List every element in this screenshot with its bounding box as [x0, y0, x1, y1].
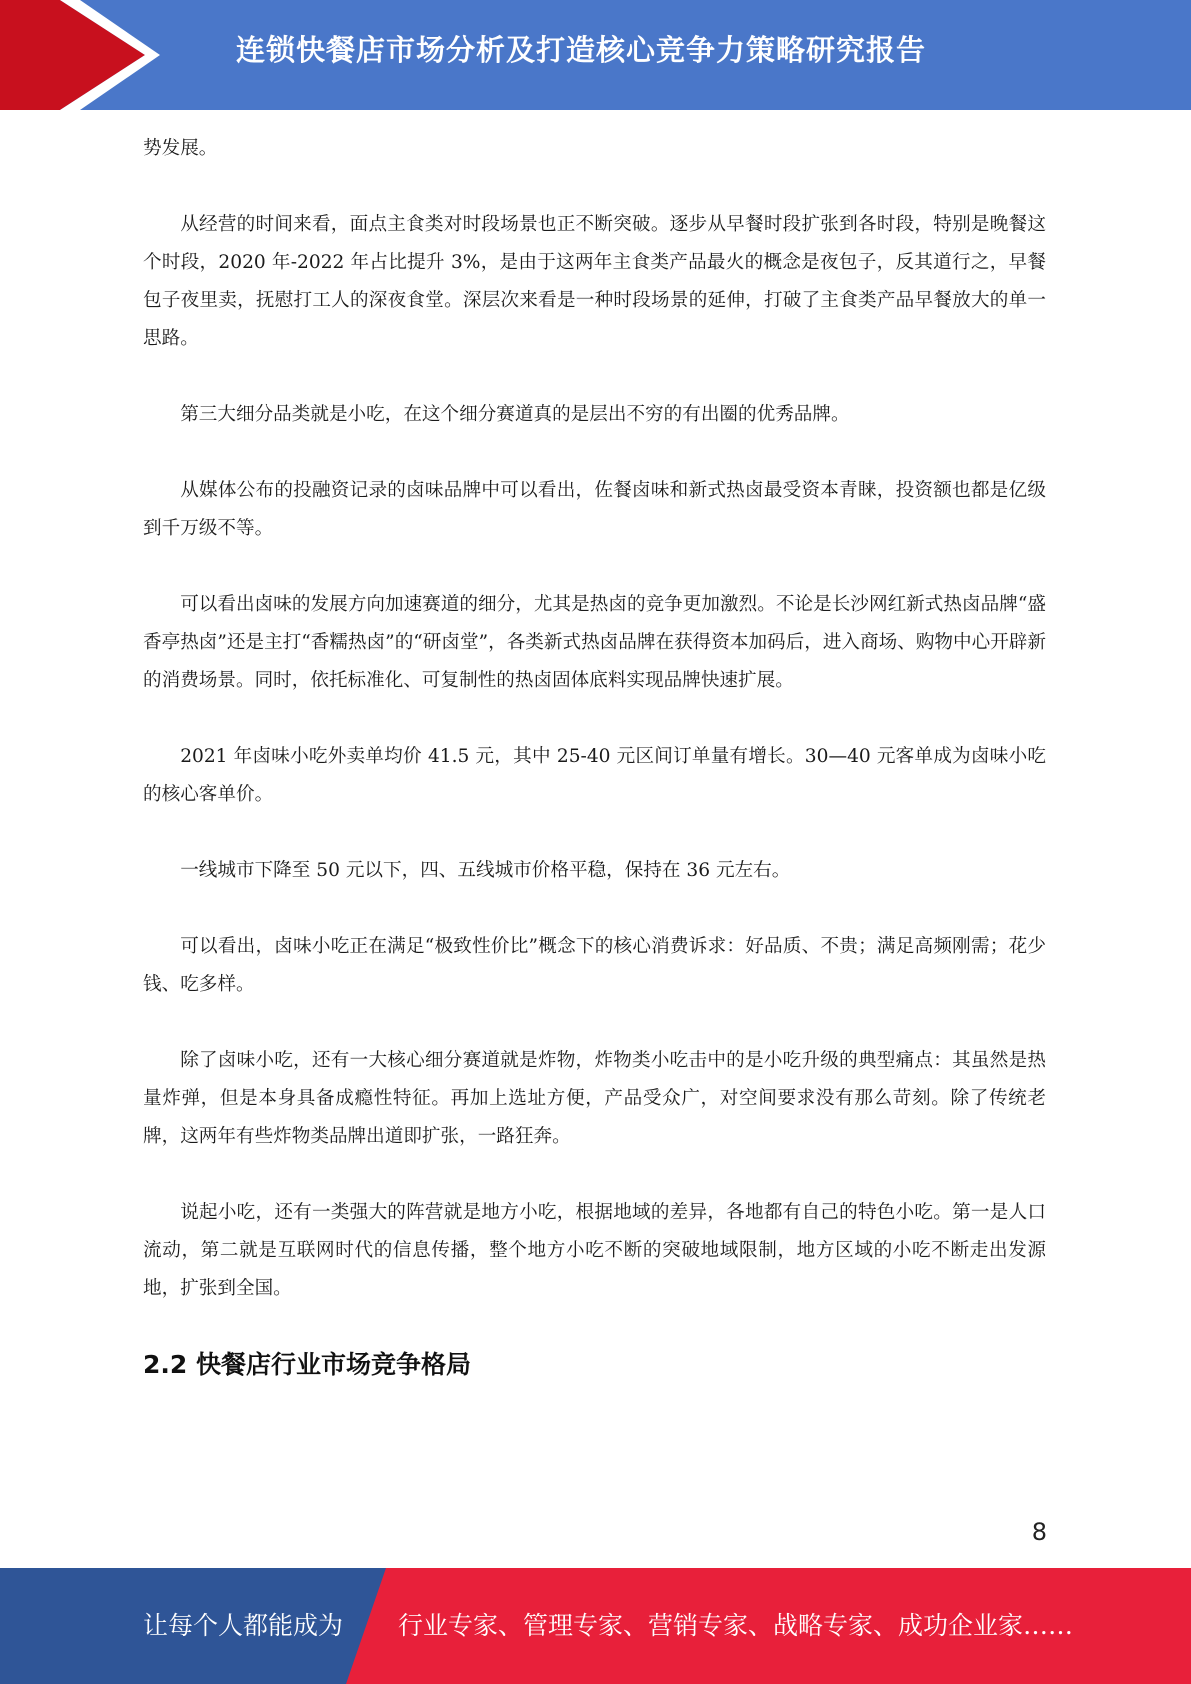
paragraph-snack-category: 第三大细分品类就是小吃，在这个细分赛道真的是层出不穷的有出圈的优秀品牌。 [180, 404, 850, 425]
page-number: 8 [1031, 1518, 1047, 1546]
document-body [143, 130, 1046, 1384]
paragraph-hot-braised: 可以看出卤味的发展方向加速赛道的细分，尤其是热卤的竞争更加激烈。不论是长沙网红新式热卤品牌“盛香亭热卤”还是主打“香糯热卤”的“研卤堂”，各类新式热卤品牌在获得资本加码后，进入商场、购物中心开辟新的消费场景。同时，依托标准化、可复制性的热卤固体底料实现品牌快速扩展。 [143, 594, 1046, 691]
report-title: 连锁快餐店市场分析及打造核心竞争力策略研究报告 [236, 33, 927, 67]
paragraph-local-snacks: 说起小吃，还有一类强大的阵营就是地方小吃，根据地域的差异，各地都有自己的特色小吃。第一是人口流动，第二就是互联网时代的信息传播，整个地方小吃不断的突破地域限制，地方区域的小吃不断走出发源地，扩张到全国。 [143, 1202, 1046, 1299]
paragraph-fried-food: 除了卤味小吃，还有一大核心细分赛道就是炸物，炸物类小吃击中的是小吃升级的典型痛点：其虽然是热量炸弹，但是本身具备成瘾性特征。再加上选址方便，产品受众广，对空间要求没有那么苛刻。除了传统老牌，这两年有些炸物类品牌出道即扩张，一路狂奔。 [143, 1050, 1046, 1147]
paragraph-order-price: 2021 年卤味小吃外卖单均价 41.5 元，其中 25-40 元区间订单量有增长。30—40 元客单成为卤味小吃的核心客单价。 [143, 746, 1046, 805]
page-header-banner [0, 0, 1191, 110]
page-footer-banner [0, 1568, 1191, 1684]
paragraph-braised-investment: 从媒体公布的投融资记录的卤味品牌中可以看出，佐餐卤味和新式热卤最受资本青睐，投资额也都是亿级到千万级不等。 [143, 480, 1046, 539]
paragraph-value-demand: 可以看出，卤味小吃正在满足“极致性价比”概念下的核心消费诉求：好品质、不贵；满足高频刚需；花少钱、吃多样。 [143, 936, 1046, 995]
section-heading: 2.2 快餐店行业市场竞争格局 [143, 1350, 471, 1379]
header-chevron-decoration [0, 0, 160, 110]
footer-slogan-right: 行业专家、管理专家、营销专家、战略专家、成功企业家…… [398, 1611, 1074, 1640]
footer-slogan-left: 让每个人都能成为 [143, 1611, 344, 1640]
paragraph-city-price: 一线城市下降至 50 元以下，四、五线城市价格平稳，保持在 36 元左右。 [180, 860, 791, 881]
paragraph-time-segment: 从经营的时间来看，面点主食类对时段场景也正不断突破。逐步从早餐时段扩张到各时段，特别是晚餐这个时段，2020 年-2022 年占比提升 3%，是由于这两年主食类产品最火的概念是夜包子，反其道行之，早餐包子夜里卖，抚慰打工人的深夜食堂。深层次来看是一种时段场景的延伸，打破了主食类产品早餐放大的单一思路。 [143, 214, 1046, 349]
paragraph-continuation: 势发展。 [143, 138, 218, 159]
